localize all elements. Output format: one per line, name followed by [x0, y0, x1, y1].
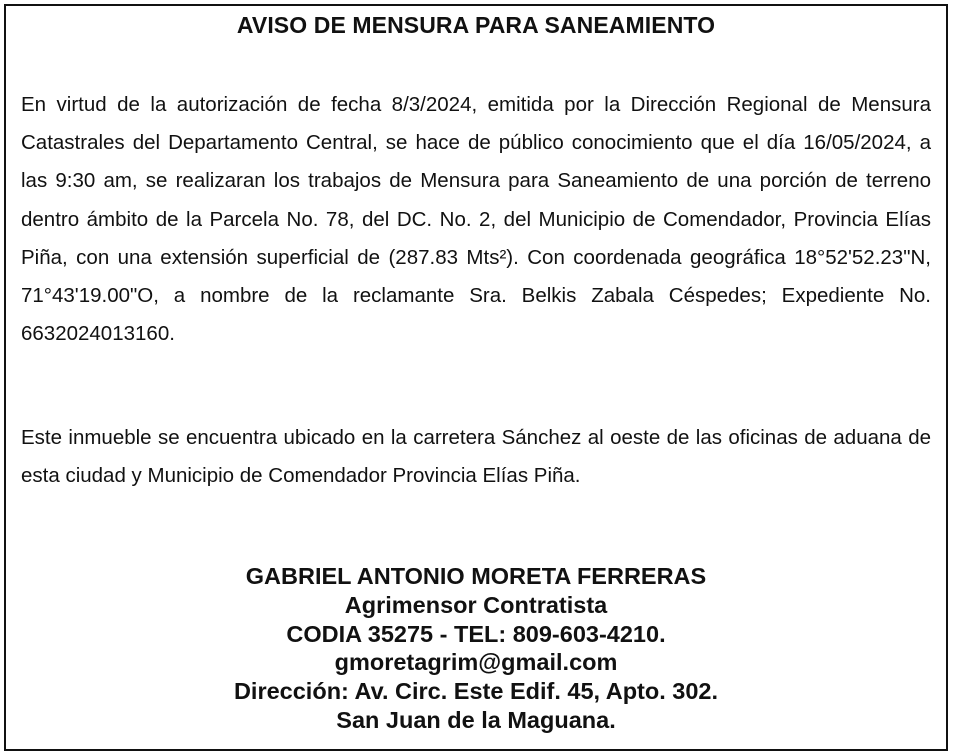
signature-block — [6, 562, 946, 735]
notice-paragraph-authorization: En virtud de la autorización de fecha 8/3/2024, emitida por la Dirección Regional de Mensura Catastrales del Departamento Central, se hace de público conocimiento que el día 16/05/2024, a las 9:30 am, se realizaran los trabajos de Mensura para Saneamiento de una porción de terreno dentro ámbito de la Parcela No. 78, del DC. No. 2, del Municipio de Comendador, Provincia Elías Piña, con una extensión superficial de (287.83 Mts²). Con coordenada geográfica 18°52'52.23"N, 71°43'19.00"O, a nombre de la reclamante Sra. Belkis Zabala Céspedes; Expediente No. 6632024013160. — [21, 93, 931, 346]
notice-box — [4, 4, 948, 751]
notice-paragraph-location: Este inmueble se encuentra ubicado en la carretera Sánchez al oeste de las oficinas de aduana de esta ciudad y Municipio de Comendador Provincia Elías Piña. — [21, 426, 931, 488]
surveyor-address: Dirección: Av. Circ. Este Edif. 45, Apto. 302. — [233, 678, 719, 705]
surveyor-codia-phone: CODIA 35275 - TEL: 809-603-4210. — [286, 620, 666, 647]
surveyor-role: Agrimensor Contratista — [344, 591, 608, 618]
surveyor-city: San Juan de la Maguana. — [336, 706, 616, 733]
surveyor-name: GABRIEL ANTONIO MORETA FERRERAS — [245, 563, 707, 589]
notice-title: AVISO DE MENSURA PARA SANEAMIENTO — [236, 12, 716, 38]
surveyor-email: gmoretagrim@gmail.com — [334, 649, 618, 676]
